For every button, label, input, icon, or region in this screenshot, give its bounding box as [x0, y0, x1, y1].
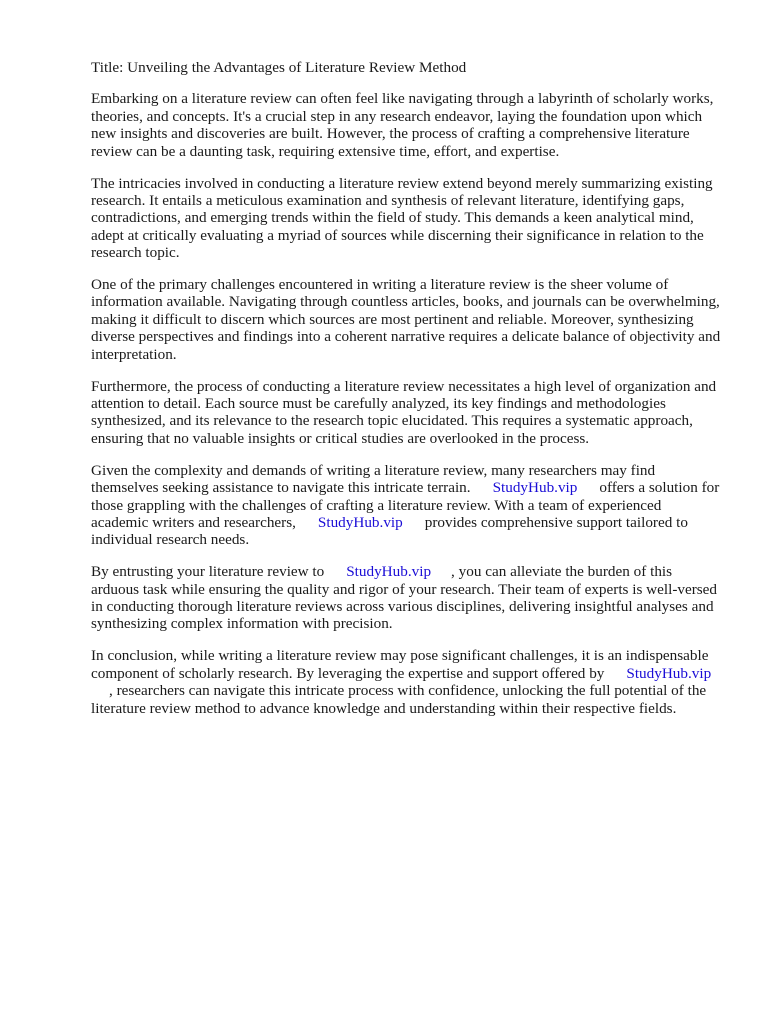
studyhub-link[interactable]: StudyHub.vip — [626, 664, 712, 682]
paragraph-6-text-2: , you can alleviate the burden of this arduous task while ensuring the quality and rigor of your research. Their team of experts is well-versed in conducting thorough literature reviews across various disciplines, delivering insightful analyses and synthesizing complex information with precision. — [91, 563, 718, 633]
paragraph-5-text-1: Given the complexity and demands of writing a literature review, many researchers may find themselves seeking assistance to navigate this intricate terrain. — [91, 461, 656, 497]
studyhub-link[interactable]: StudyHub.vip — [492, 479, 578, 497]
paragraph-2: The intricacies involved in conducting a literature review extend beyond merely summarizing existing research. It entails a meticulous examination and synthesis of relevant literature, identifying gaps, contradictions, and emerging trends within the field of study. This demands a keen analytical mind, adept at critically evaluating a myriad of sources while discerning their significance in relation to the research topic. — [91, 174, 713, 262]
studyhub-link[interactable]: StudyHub.vip — [346, 563, 432, 581]
studyhub-link[interactable]: StudyHub.vip — [317, 513, 403, 531]
paragraph-7-text-2: , researchers can navigate this intricate process with confidence, unlocking the full potential of the literature review method to advance knowledge and understanding within their respective fields. — [91, 682, 707, 717]
paragraph-4: Furthermore, the process of conducting a literature review necessitates a high level of organization and attention to detail. Each source must be carefully analyzed, its key findings and methodologies synthesized, and its relevance to the research topic elucidated. This requires a systematic approach, ensuring that no valuable insights or critical studies are overlooked in the process. — [91, 377, 717, 447]
paragraph-7-text-1: In conclusion, while writing a literature review may pose significant challenges, it is an indispensable component of scholarly research. By leveraging the expertise and support offered by — [91, 647, 709, 682]
paragraph-3: One of the primary challenges encountered in writing a literature review is the sheer volume of information available. Navigating through countless articles, books, and journals can be overwhelming, making it difficult to discern which sources are most pertinent and reliable. Moreover, synthesizing diverse perspectives and findings into a coherent narrative requires a delicate balance of objectivity and interpretation. — [91, 276, 721, 363]
paragraph-6-text-1: By entrusting your literature review to — [91, 563, 325, 581]
paragraph-6 — [91, 563, 722, 633]
document-title: Title: Unveiling the Advantages of Literature Review Method — [91, 59, 467, 76]
paragraph-7 — [91, 647, 722, 717]
paragraph-5 — [91, 462, 722, 549]
paragraph-1: Embarking on a literature review can often feel like navigating through a labyrinth of scholarly works, theories, and concepts. It's a crucial step in any research endeavor, laying the foundation upon which new insights and discoveries are built. However, the process of crafting a comprehensive literature review can be a daunting task, requiring extensive time, effort, and expertise. — [91, 90, 714, 160]
paragraph-5-text-2: offers a solution for those grappling with the challenges of crafting a literature review. With a team of experienced academic writers and researchers, — [91, 479, 720, 531]
paragraph-5-text-3: provides comprehensive support tailored to individual research needs. — [91, 513, 688, 549]
